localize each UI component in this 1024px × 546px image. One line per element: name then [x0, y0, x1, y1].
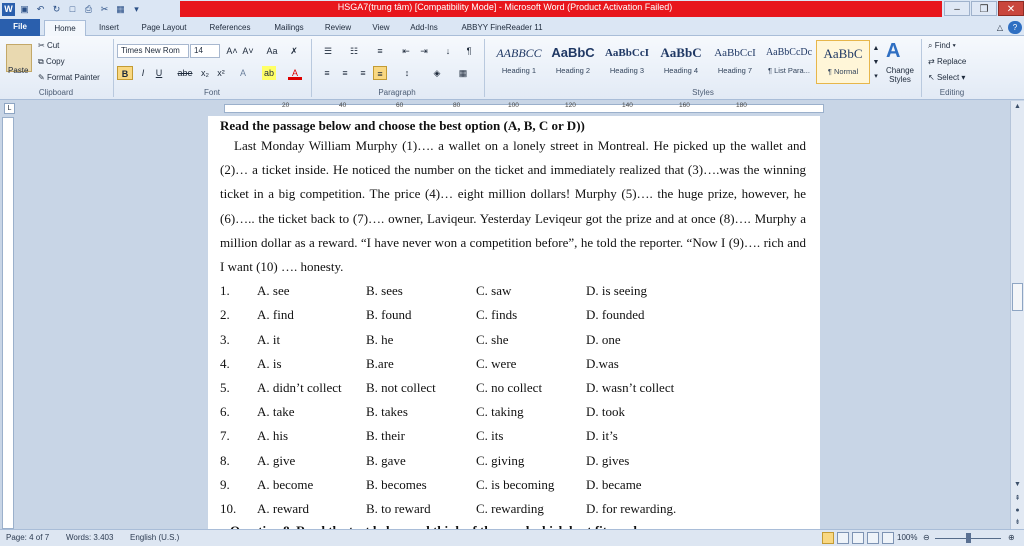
question-number: 10.	[220, 500, 237, 516]
option-c: C. giving	[476, 452, 525, 468]
highlight-icon[interactable]: ab	[263, 68, 274, 78]
style-normal[interactable]: AaBbC ¶ Normal	[816, 40, 870, 84]
paragraph-group-label: Paragraph	[378, 88, 416, 97]
option-d: D. took	[586, 404, 625, 420]
paste-button[interactable]: Paste	[8, 66, 29, 75]
replace-icon: ⇄	[928, 57, 937, 66]
scroll-down-icon[interactable]: ▼	[1014, 481, 1021, 488]
tab-references[interactable]: References	[209, 23, 251, 32]
new-document-icon[interactable]: □	[69, 3, 76, 14]
tab-add-ins[interactable]: Add-Ins	[410, 23, 438, 32]
question-number: 6.	[220, 404, 230, 420]
ruler-strip	[224, 104, 824, 113]
option-b: B. found	[366, 307, 412, 323]
select-button[interactable]: ↖ Select ▾	[928, 73, 966, 82]
question-row	[220, 473, 806, 497]
ruler-number: 80	[453, 102, 461, 109]
option-d: D. wasn’t collect	[586, 379, 675, 395]
decrease-indent-icon[interactable]: ⇤	[402, 46, 410, 56]
cut-icon[interactable]: ✂	[100, 3, 109, 14]
question-number: 5.	[220, 379, 230, 395]
quick-access-toolbar	[2, 1, 143, 17]
ruler-number: 120	[565, 102, 576, 109]
option-d: D. it’s	[586, 428, 618, 444]
option-b: B. sees	[366, 283, 403, 299]
print-layout-view-icon[interactable]	[822, 532, 834, 544]
line-spacing-icon[interactable]: ↕	[404, 68, 410, 78]
save-icon[interactable]: ▣	[20, 3, 29, 14]
ribbon	[0, 36, 1024, 100]
option-a: A. take	[257, 404, 295, 420]
strikethrough-button[interactable]: abe	[177, 68, 193, 78]
question-row	[220, 424, 806, 448]
full-screen-view-icon[interactable]	[837, 532, 849, 544]
option-a: A. is	[257, 355, 282, 371]
option-d: D. one	[586, 331, 621, 347]
window-title: HSGA7(trung tâm) [Compatibility Mode] - Microsoft Word (Product Activation Failed)	[337, 2, 673, 12]
option-d: D. is seeing	[586, 283, 648, 299]
styles-scroll-icon[interactable]: ▲ ▼ ▾	[872, 45, 880, 80]
help-icon[interactable]: ?	[1008, 21, 1022, 34]
document-body[interactable]	[220, 118, 806, 541]
text-effects-icon[interactable]: A	[239, 68, 246, 78]
separator	[484, 39, 485, 97]
option-d: D. gives	[586, 452, 630, 468]
minimize-button[interactable]: –	[944, 1, 970, 16]
minimize-ribbon-icon[interactable]: △	[996, 23, 1004, 32]
title-bar	[0, 0, 1024, 18]
align-right-icon[interactable]: ≡	[360, 68, 366, 78]
option-c: C. were	[476, 355, 517, 371]
style-heading-4[interactable]: AaBbC Heading 4	[660, 45, 702, 75]
bold-button[interactable]: B	[117, 66, 133, 80]
cut-button[interactable]: ✂ Cut	[38, 41, 60, 50]
table-icon[interactable]: ▦	[116, 3, 125, 14]
change-case-icon[interactable]: Aa	[266, 46, 278, 56]
font-name-box[interactable]: Times New Rom	[117, 44, 189, 58]
question-number: 3.	[220, 331, 230, 347]
ruler-number: 40	[339, 102, 347, 109]
cursor-icon: ↖	[928, 73, 937, 82]
option-b: B. gave	[366, 452, 406, 468]
option-c: C. finds	[476, 307, 518, 323]
option-b: B. becomes	[366, 476, 427, 492]
vertical-scrollbar[interactable]	[1010, 101, 1024, 529]
option-c: C. saw	[476, 283, 512, 299]
zoom-out-icon[interactable]: ⊖	[923, 533, 930, 542]
language[interactable]: English (U.S.)	[130, 533, 180, 542]
multilevel-list-icon[interactable]: ≡	[377, 46, 383, 56]
question-row	[220, 352, 806, 376]
draft-view-icon[interactable]	[882, 532, 894, 544]
word-count[interactable]: Words: 3.403	[66, 533, 114, 542]
option-c: C. taking	[476, 404, 524, 420]
option-a: A. find	[257, 307, 294, 323]
zoom-in-icon[interactable]: ⊕	[1008, 533, 1015, 542]
question-number: 1.	[220, 283, 230, 299]
change-styles-icon: A	[886, 40, 901, 62]
customize-toolbar-icon[interactable]: ▾	[134, 3, 139, 14]
option-c: C. rewarding	[476, 500, 544, 516]
option-a: A. it	[257, 331, 281, 347]
question-row	[220, 449, 806, 473]
question-row	[220, 279, 806, 303]
question-row	[220, 303, 806, 327]
option-c: C. its	[476, 428, 504, 444]
question-row	[220, 376, 806, 400]
option-c: C. is becoming	[476, 476, 555, 492]
option-a: A. reward	[257, 500, 309, 516]
tab-selector-icon[interactable]: L	[4, 103, 15, 114]
find-button[interactable]: ⌕ Find ▾	[928, 41, 956, 50]
print-preview-icon[interactable]: ⎙	[84, 3, 93, 14]
option-d: D.was	[586, 355, 619, 371]
increase-indent-icon[interactable]: ⇥	[420, 46, 428, 56]
tab-file[interactable]: File	[0, 19, 40, 36]
style-heading-2[interactable]: AaBbC Heading 2	[551, 45, 595, 75]
option-c: C. she	[476, 331, 509, 347]
grow-font-icon[interactable]: A˄	[226, 46, 238, 56]
restore-button[interactable]: ❐	[971, 1, 997, 16]
browse-object-icon[interactable]: ●	[1015, 507, 1020, 514]
question-row	[220, 400, 806, 424]
ruler-number: 60	[396, 102, 404, 109]
page-count[interactable]: Page: 4 of 7	[6, 533, 50, 542]
tab-mailings[interactable]: Mailings	[274, 23, 304, 32]
option-b: B. not collect	[366, 379, 436, 395]
align-left-icon[interactable]: ≡	[324, 68, 330, 78]
option-c: C. no collect	[476, 379, 543, 395]
font-group-label: Font	[203, 88, 220, 97]
outline-view-icon[interactable]	[867, 532, 879, 544]
question-number: 4.	[220, 355, 230, 371]
tab-insert[interactable]: Insert	[98, 23, 119, 32]
option-a: A. his	[257, 428, 289, 444]
question-number: 9.	[220, 476, 230, 492]
option-b: B. he	[366, 331, 394, 347]
horizontal-ruler[interactable]	[0, 101, 1024, 115]
question-row	[220, 497, 806, 521]
zoom-level[interactable]: 100%	[897, 533, 918, 542]
copy-button[interactable]: ⧉ Copy	[38, 57, 65, 66]
sort-icon[interactable]: ↓	[445, 46, 451, 56]
cut-icon: ✂	[38, 41, 47, 50]
align-center-icon[interactable]: ≡	[342, 68, 348, 78]
borders-icon[interactable]: ▦	[458, 68, 468, 78]
style-list-paragraph[interactable]: AaBbCcDc ¶ List Para...	[765, 47, 813, 75]
redo-icon[interactable]: ↻	[52, 3, 61, 14]
question-number: 2.	[220, 307, 230, 323]
option-b: B. takes	[366, 404, 408, 420]
option-b: B. their	[366, 428, 405, 444]
option-a: A. become	[257, 476, 314, 492]
justify-icon[interactable]: ≡	[373, 66, 387, 80]
document-page[interactable]	[208, 116, 820, 529]
option-a: A. see	[257, 283, 290, 299]
ruler-number: 140	[622, 102, 633, 109]
underline-button[interactable]: U	[155, 68, 163, 78]
replace-button[interactable]: ⇄ Replace	[928, 57, 967, 66]
scroll-thumb[interactable]	[1012, 283, 1023, 311]
ribbon-tabs	[0, 18, 1024, 36]
passage-heading: Read the passage below and choose the best option (A, B, C or D))	[220, 118, 585, 133]
close-button[interactable]: ✕	[998, 1, 1024, 16]
option-b: B. to reward	[366, 500, 431, 516]
tab-abbyy[interactable]: ABBYY FineReader 11	[461, 23, 543, 32]
passage-paragraph: Last Monday William Murphy (1)…. a wallet on a lonely street in Montreal. He picked up the wallet and (2)… a ticket inside. He noticed the number on the ticket and immediately realized that (3)….was the winning ticket in a big competition. The price (4)… eight million dollars! Murphy (5)…. the huge prize, however, he (6)….. the ticket back to (7)…. owner, Laviqeur. Yesterday Leviqeur got the prize and at once (8)…. Murphy a million dollar as a reward. “I have never won a competition before”, he told the reporter. “Now I (9)…. rich and I want (10) …. honesty.	[220, 138, 806, 275]
show-marks-icon[interactable]: ¶	[466, 46, 472, 56]
tab-review[interactable]: Review	[324, 23, 352, 32]
shading-icon[interactable]: ◈	[433, 68, 441, 78]
styles-group-label: Styles	[692, 88, 714, 97]
ruler-number: 160	[679, 102, 690, 109]
vertical-ruler[interactable]	[2, 117, 14, 529]
option-b: B.are	[366, 355, 394, 371]
scroll-up-icon[interactable]: ▲	[1014, 103, 1021, 110]
ruler-number: 180	[736, 102, 747, 109]
option-a: A. give	[257, 452, 296, 468]
font-color-icon[interactable]: A	[288, 66, 302, 80]
previous-page-icon[interactable]: ⇞	[1014, 495, 1021, 502]
copy-icon: ⧉	[38, 57, 46, 66]
status-bar	[0, 529, 1024, 546]
word-logo-icon[interactable]: W	[2, 3, 15, 16]
tab-home[interactable]: Home	[44, 20, 86, 37]
option-d: D. became	[586, 476, 642, 492]
style-heading-7[interactable]: AaBbCcI Heading 7	[714, 47, 756, 75]
ruler-number: 20	[282, 102, 290, 109]
bullets-icon[interactable]: ☰	[323, 46, 333, 56]
change-styles-button[interactable]: Change Styles	[885, 66, 915, 84]
tab-view[interactable]: View	[372, 23, 390, 32]
superscript-button[interactable]: x²	[217, 68, 225, 78]
clear-format-icon[interactable]: ✗	[290, 46, 298, 56]
shrink-font-icon[interactable]: A˅	[242, 46, 254, 56]
style-heading-1[interactable]: AABBCC Heading 1	[496, 46, 542, 75]
option-a: A. didn’t collect	[257, 379, 342, 395]
subscript-button[interactable]: x₂	[201, 68, 209, 78]
zoom-slider-knob[interactable]	[966, 533, 971, 543]
editing-group-label: Editing	[939, 88, 965, 97]
brush-icon: ✎	[38, 73, 47, 82]
italic-button[interactable]: I	[141, 68, 145, 78]
question-number: 8.	[220, 452, 230, 468]
undo-icon[interactable]: ↶	[36, 3, 45, 14]
web-layout-view-icon[interactable]	[852, 532, 864, 544]
numbering-icon[interactable]: ☷	[349, 46, 359, 56]
option-d: D. for rewarding.	[586, 500, 677, 516]
question-list	[220, 279, 806, 521]
format-painter-button[interactable]: ✎ Format Painter	[38, 73, 100, 82]
tab-page-layout[interactable]: Page Layout	[141, 23, 187, 32]
font-size-box[interactable]: 14	[190, 44, 220, 58]
question-row	[220, 328, 806, 352]
question-number: 7.	[220, 428, 230, 444]
option-d: D. founded	[586, 307, 645, 323]
binoculars-icon: ⌕	[928, 41, 935, 50]
style-heading-3[interactable]: AaBbCcI Heading 3	[604, 47, 649, 75]
next-page-icon[interactable]: ⇟	[1014, 519, 1021, 526]
ruler-number: 100	[508, 102, 519, 109]
clipboard-group-label: Clipboard	[38, 88, 74, 97]
